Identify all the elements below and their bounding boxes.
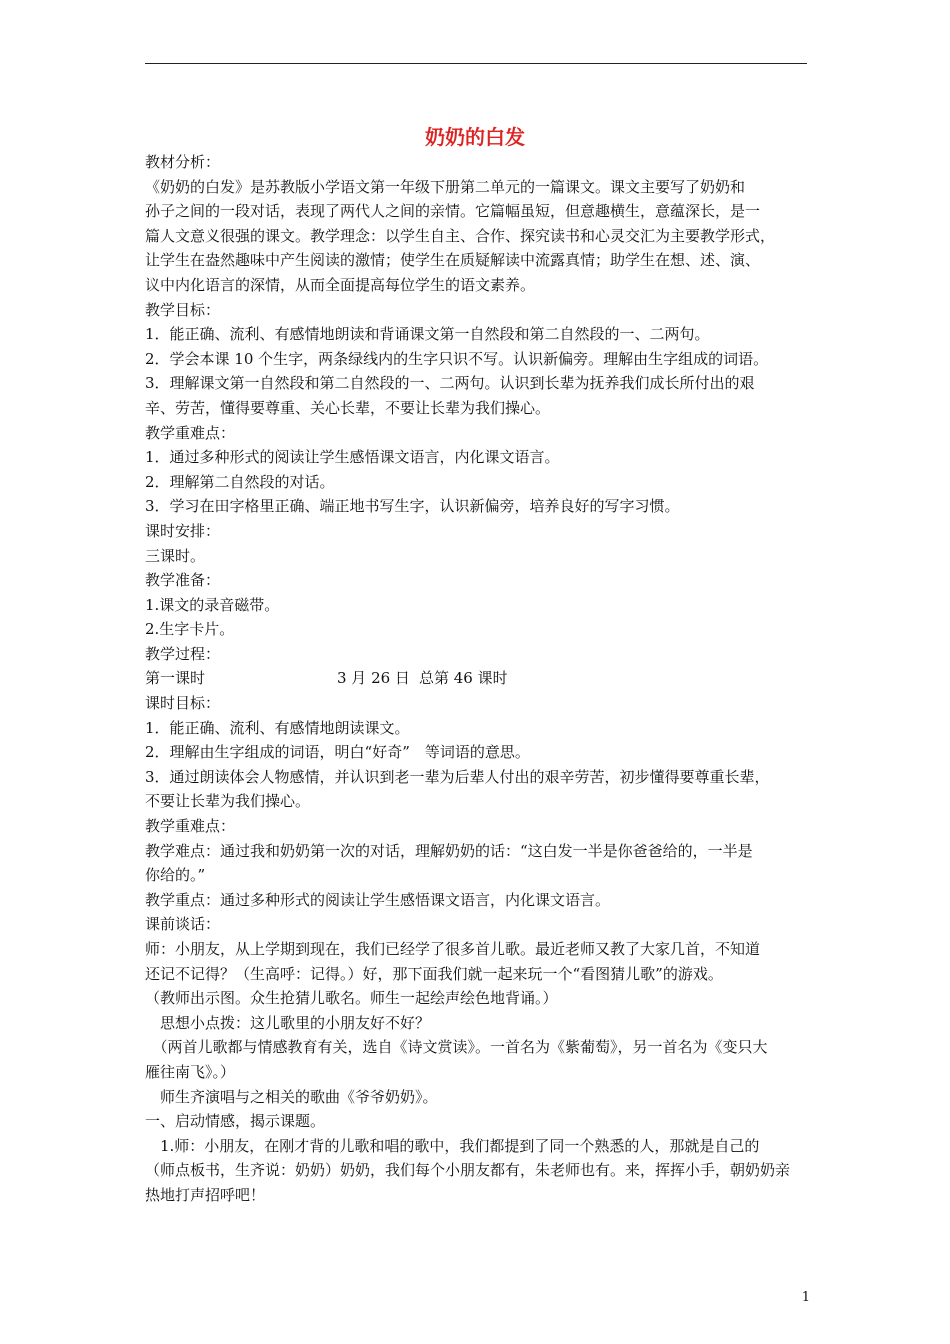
text-line: 1．能正确、流利、有感情地朗读和背诵课文第一自然段和第二自然段的一、二两句。	[145, 325, 710, 344]
text-line: （两首儿歌都与情感教育有关，选自《诗文赏读》。一首名为《紫葡萄》，另一首名为《变只大	[145, 1038, 768, 1057]
text-line: 雁往南飞》。）	[145, 1062, 236, 1081]
document-body	[145, 150, 813, 1208]
lesson-label: 第一课时	[145, 669, 206, 688]
text-line: 1.师：小朋友，在刚才背的儿歌和唱的歌中，我们都提到了同一个熟悉的人，那就是自己的	[145, 1136, 760, 1155]
text-line: 课时安排：	[145, 521, 221, 540]
text-line: 2．理解第二自然段的对话。	[145, 472, 335, 491]
text-line: 还记不记得？（生高呼：记得。）好，那下面我们就一起来玩一个“看图猜儿歌”的游戏。	[145, 964, 723, 983]
text-line: 孙子之间的一段对话，表现了两代人之间的亲情。它篇幅虽短，但意趣横生，意蕴深长，是一	[145, 202, 761, 221]
text-line: 1.课文的录音磁带。	[145, 595, 280, 614]
text-line: 《奶奶的白发》是苏教版小学语文第一年级下册第二单元的一篇课文。课文主要写了奶奶和	[145, 177, 746, 196]
text-line: 课前谈话：	[145, 915, 221, 934]
text-line: 热地打声招呼吧！	[145, 1185, 266, 1204]
text-line: 教材分析：	[145, 153, 221, 171]
header-rule	[145, 63, 807, 64]
text-line: 教学目标：	[145, 300, 221, 319]
text-line: 3．学习在田字格里正确、端正地书写生字，认识新偏旁，培养良好的写字习惯。	[145, 497, 680, 516]
page-number: 1	[801, 1290, 810, 1305]
text-line: 教学重难点：	[145, 817, 236, 836]
text-line: 2．理解由生字组成的词语，明白“好奇” 等词语的意思。	[145, 743, 530, 762]
text-line: 不要让长辈为我们操心。	[145, 792, 311, 811]
text-line: 师：小朋友，从上学期到现在，我们已经学了很多首儿歌。最近老师又教了大家几首，不知道	[145, 940, 761, 958]
text-line: 你给的。”	[145, 866, 206, 885]
text-line: （师点板书，生齐说：奶奶）奶奶，我们每个小朋友都有，朱老师也有。来，挥挥小手，朝奶奶亲	[145, 1161, 791, 1180]
text-line: 教学难点：通过我和奶奶第一次的对话，理解奶奶的话：“这白发一半是你爸爸给的，一半是	[145, 841, 753, 860]
text-line: 议中内化语言的深情，从而全面提高每位学生的语文素养。	[145, 275, 536, 294]
lesson-schedule-line	[145, 666, 813, 691]
text-line: 思想小点拨：这儿歌里的小朋友好不好？	[145, 1013, 431, 1032]
text-line: 1．能正确、流利、有感情地朗读课文。	[145, 718, 410, 737]
text-line: 3．通过朗读体会人物感情，并认识到老一辈为后辈人付出的艰辛劳苦，初步懂得要尊重长辈，	[145, 767, 770, 786]
text-line: 教学重难点：	[145, 423, 236, 442]
lesson-total: 总第 46 课时	[419, 669, 508, 688]
text-line: 1．通过多种形式的阅读让学生感悟课文语言，内化课文语言。	[145, 448, 560, 467]
text-line: 2．学会本课 10 个生字，两条绿线内的生字只识不写。认识新偏旁。理解由生字组成的词语。	[145, 349, 769, 368]
text-line: 2.生字卡片。	[145, 620, 235, 639]
lesson-date: 3 月 26 日	[337, 669, 410, 688]
text-line: 课时目标：	[145, 694, 221, 713]
text-line: 师生齐演唱与之相关的歌曲《爷爷奶奶》。	[145, 1087, 438, 1106]
text-line: 3．理解课文第一自然段和第二自然段的一、二两句。认识到长辈为抚养我们成长所付出的艰	[145, 374, 755, 393]
text-line: 让学生在盎然趣味中产生阅读的激情；使学生在质疑解读中流露真情；助学生在想、述、演、	[145, 251, 761, 270]
text-line: 篇人文意义很强的课文。教学理念：以学生自主、合作、探究读书和心灵交汇为主要教学形式，	[145, 226, 776, 245]
text-line: 教学过程：	[145, 644, 221, 663]
text-line: 教学准备：	[145, 571, 221, 590]
text-line: （教师出示图。众生抢猜儿歌名。师生一起绘声绘色地背诵。）	[145, 989, 558, 1008]
document-title: 奶奶的白发	[425, 125, 525, 149]
text-line: 辛、劳苦，懂得要尊重、关心长辈，不要让长辈为我们操心。	[145, 398, 551, 417]
text-line: 教学重点：通过多种形式的阅读让学生感悟课文语言，内化课文语言。	[145, 890, 611, 909]
text-line: 三课时。	[145, 546, 206, 565]
text-line: 一、启动情感，揭示课题。	[145, 1112, 326, 1131]
